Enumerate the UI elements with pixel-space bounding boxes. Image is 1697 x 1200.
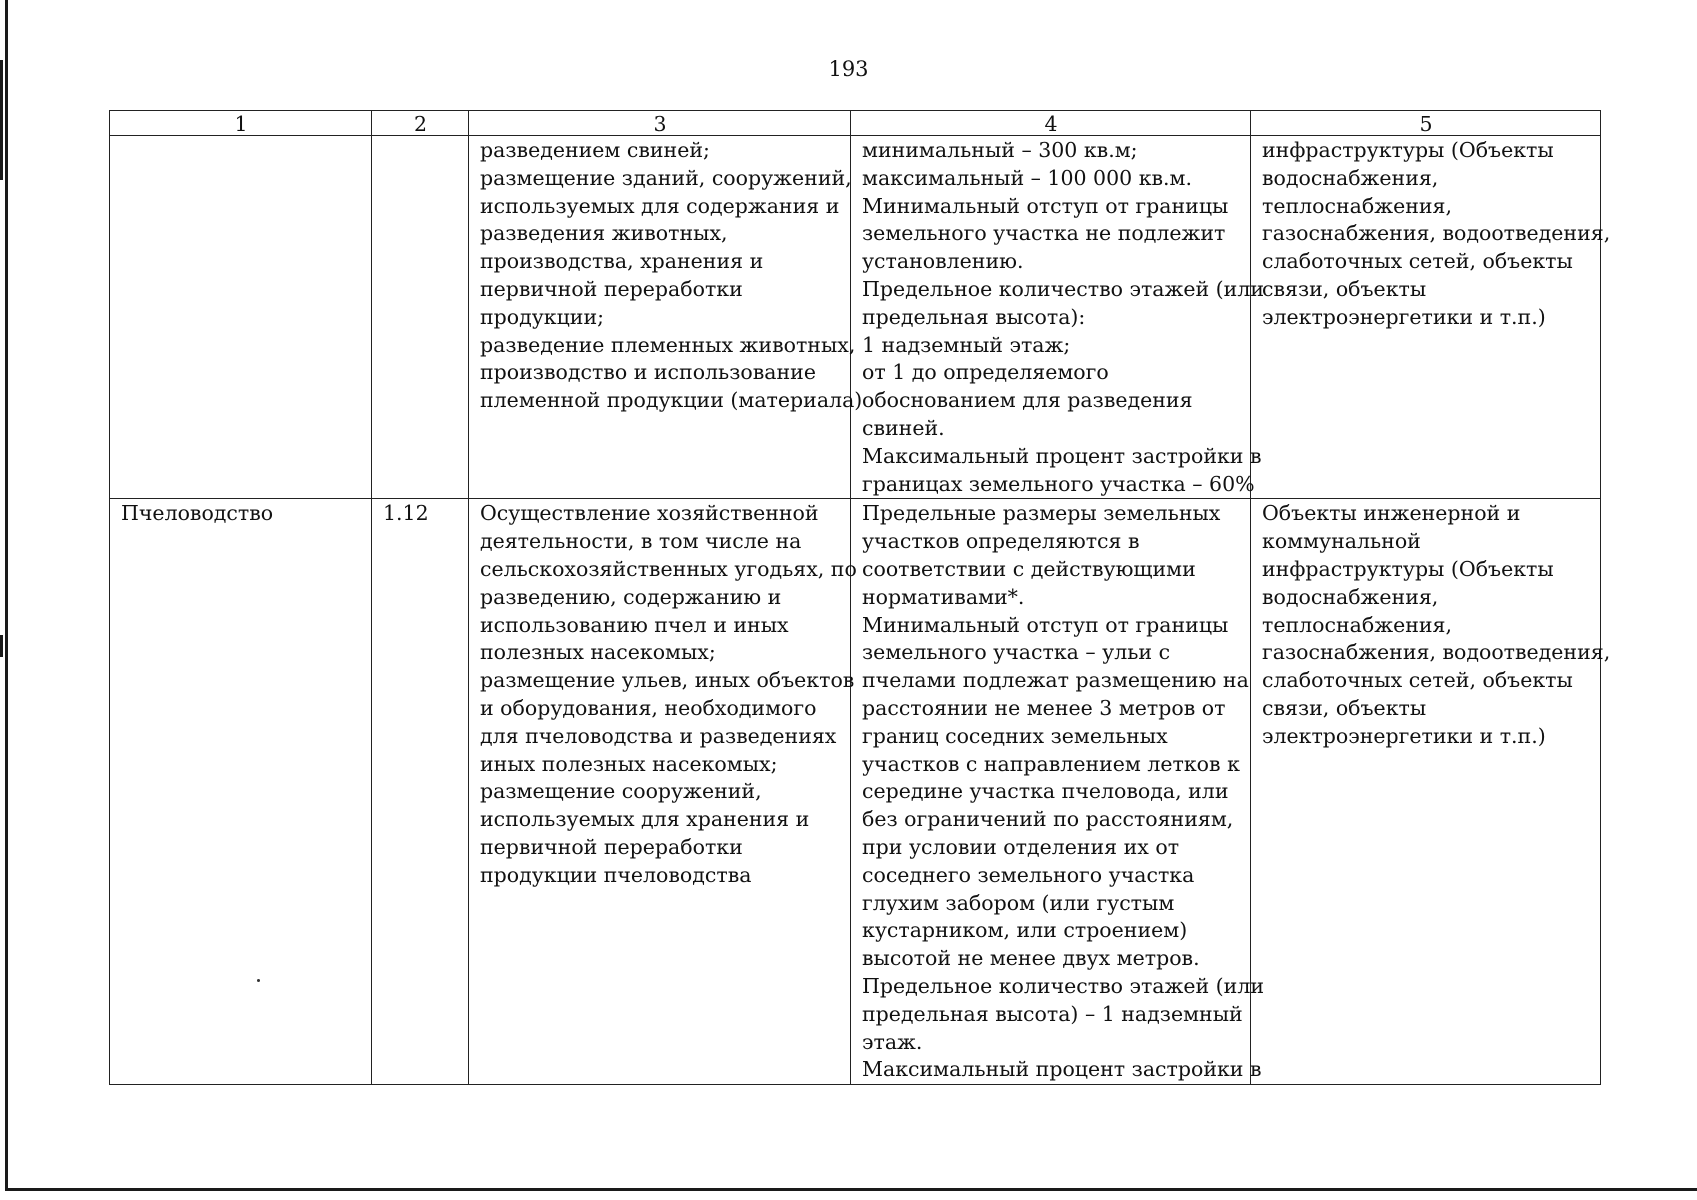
cell-text-line: Минимальный отступ от границы xyxy=(862,612,1229,637)
cell-text-line: и оборудования, необходимого xyxy=(480,695,817,720)
table-row xyxy=(110,136,1601,499)
cell-text-line: участков определяются в xyxy=(862,529,1140,554)
cell-text-line: предельная высота) – 1 надземный xyxy=(862,1001,1243,1026)
table-cell-col-4 xyxy=(851,136,1265,499)
cell-text-line: высотой не менее двух метров. xyxy=(862,946,1200,971)
table-cell-col-3 xyxy=(469,499,857,1085)
cell-text-line: разведения животных, xyxy=(480,221,728,246)
cell-text-line: слаботочных сетей, объекты xyxy=(1262,249,1573,274)
cell-text-line: обоснованием для разведения xyxy=(862,388,1193,413)
cell-text-line: используемых для хранения и xyxy=(480,807,810,832)
cell-text-line: Предельные размеры земельных xyxy=(862,501,1221,526)
scan-border-bottom xyxy=(5,1188,1697,1191)
cell-text-line: участков с направлением летков к xyxy=(862,751,1240,776)
table-cell-col-4 xyxy=(851,499,1265,1085)
cell-text-line: этаж. xyxy=(862,1029,923,1054)
page-number: 193 xyxy=(828,57,869,81)
cell-text-line: от 1 до определяемого xyxy=(862,360,1109,385)
cell-text-line: Минимальный отступ от границы xyxy=(862,193,1229,218)
cell-text-line: размещение сооружений, xyxy=(480,779,762,804)
cell-text-line: племенной продукции (материала) xyxy=(480,388,863,413)
cell-text-line: разведению, содержанию и xyxy=(480,584,782,609)
cell-text-line: Осуществление хозяйственной xyxy=(480,501,819,526)
header-col-3: 3 xyxy=(469,111,851,136)
cell-text-line: первичной переработки xyxy=(480,276,743,301)
cell-text-line: теплоснабжения, xyxy=(1262,612,1452,637)
cell-text-line: глухим забором (или густым xyxy=(862,890,1175,915)
cell-text-line: границ соседних земельных xyxy=(862,723,1168,748)
header-col-1: 1 xyxy=(110,111,372,136)
cell-text-line: максимальный – 100 000 кв.м. xyxy=(862,165,1193,190)
cell-text-line: инфраструктуры (Объекты xyxy=(1262,138,1554,162)
cell-text-line: Предельное количество этажей (или xyxy=(862,276,1265,301)
cell-text-line: теплоснабжения, xyxy=(1262,193,1452,218)
cell-text-line: без ограничений по расстояниям, xyxy=(862,807,1234,832)
table-cell-col-2 xyxy=(372,499,469,1085)
cell-text-line: нормативами*. xyxy=(862,584,1025,609)
cell-text-line: 1.12 xyxy=(383,501,429,526)
cell-text-line: при условии отделения их от xyxy=(862,834,1180,859)
cell-text-line: иных полезных насекомых; xyxy=(480,751,778,776)
cell-text-line: деятельности, в том числе на xyxy=(480,529,802,554)
cell-text-line: земельного участка не подлежит xyxy=(862,221,1226,246)
cell-text-line: середине участка пчеловода, или xyxy=(862,779,1229,804)
cell-text-line: электроэнергетики и т.п.) xyxy=(1262,723,1546,748)
cell-text-line: водоснабжения, xyxy=(1262,165,1439,190)
cell-text-line: размещение ульев, иных объектов xyxy=(480,668,855,693)
cell-text-line: Предельное количество этажей (или xyxy=(862,973,1265,998)
table-cell-col-2 xyxy=(372,136,469,499)
cell-text-line: свиней. xyxy=(862,415,945,440)
cell-text-line: разведением свиней; xyxy=(480,138,710,162)
cell-text-line: используемых для содержания и xyxy=(480,193,840,218)
cell-text-line: разведение племенных животных, xyxy=(480,332,856,357)
cell-text-line: коммунальной xyxy=(1262,529,1421,554)
cell-text-line: полезных насекомых; xyxy=(480,640,716,665)
cell-text-line: связи, объекты xyxy=(1262,276,1427,301)
cell-text-line: сельскохозяйственных угодьях, по xyxy=(480,556,857,581)
cell-text-line: пчелами подлежат размещению на xyxy=(862,668,1249,693)
cell-text-line: слаботочных сетей, объекты xyxy=(1262,668,1573,693)
cell-text-line: Пчеловодство xyxy=(121,501,274,526)
cell-text-line: установлению. xyxy=(862,249,1024,274)
header-col-2: 2 xyxy=(372,111,469,136)
table-cell-col-5 xyxy=(1251,136,1611,499)
cell-text-line: Максимальный процент застройки в xyxy=(862,443,1262,468)
cell-text-line: Объекты инженерной и xyxy=(1262,501,1521,526)
cell-text-line: использованию пчел и иных xyxy=(480,612,789,637)
cell-text-line: соответствии с действующими xyxy=(862,556,1196,581)
scan-speck xyxy=(257,979,260,982)
table-cell-col-3 xyxy=(469,136,863,499)
cell-text-line: Максимальный процент застройки в xyxy=(862,1057,1262,1082)
scan-mark-left-middle xyxy=(0,635,3,657)
cell-text-line: производство и использование xyxy=(480,360,816,385)
cell-text-line: производства, хранения и xyxy=(480,249,764,274)
header-col-5: 5 xyxy=(1251,111,1601,136)
cell-text-line: размещение зданий, сооружений, xyxy=(480,165,852,190)
cell-text-line: предельная высота): xyxy=(862,304,1086,329)
cell-text-line: продукции; xyxy=(480,304,605,329)
cell-text-line: продукции пчеловодства xyxy=(480,862,752,887)
table-row xyxy=(110,499,1601,1085)
cell-text-line: минимальный – 300 кв.м; xyxy=(862,138,1138,162)
land-use-table xyxy=(109,110,1611,1085)
cell-text-line: инфраструктуры (Объекты xyxy=(1262,556,1554,581)
cell-text-line: газоснабжения, водоотведения, xyxy=(1262,640,1611,665)
cell-text-line: земельного участка – ульи с xyxy=(862,640,1171,665)
cell-text-line: газоснабжения, водоотведения, xyxy=(1262,221,1611,246)
scan-border-left xyxy=(5,0,8,1190)
table-cell-col-5 xyxy=(1251,499,1611,1085)
header-col-4: 4 xyxy=(851,111,1251,136)
cell-text-line: электроэнергетики и т.п.) xyxy=(1262,304,1546,329)
cell-text-line: границах земельного участка – 60% xyxy=(862,471,1255,496)
cell-text-line: кустарником, или строением) xyxy=(862,918,1188,943)
cell-text-line: первичной переработки xyxy=(480,834,743,859)
table-cell-col-1 xyxy=(110,499,372,1085)
cell-text-line: водоснабжения, xyxy=(1262,584,1439,609)
cell-text-line: связи, объекты xyxy=(1262,695,1427,720)
cell-text-line: соседнего земельного участка xyxy=(862,862,1195,887)
cell-text-line: для пчеловодства и разведениях xyxy=(480,723,837,748)
table-cell-col-1 xyxy=(110,136,372,499)
cell-text-line: расстоянии не менее 3 метров от xyxy=(862,695,1226,720)
cell-text-line: 1 надземный этаж; xyxy=(862,332,1071,357)
table-header-row xyxy=(110,111,1601,136)
